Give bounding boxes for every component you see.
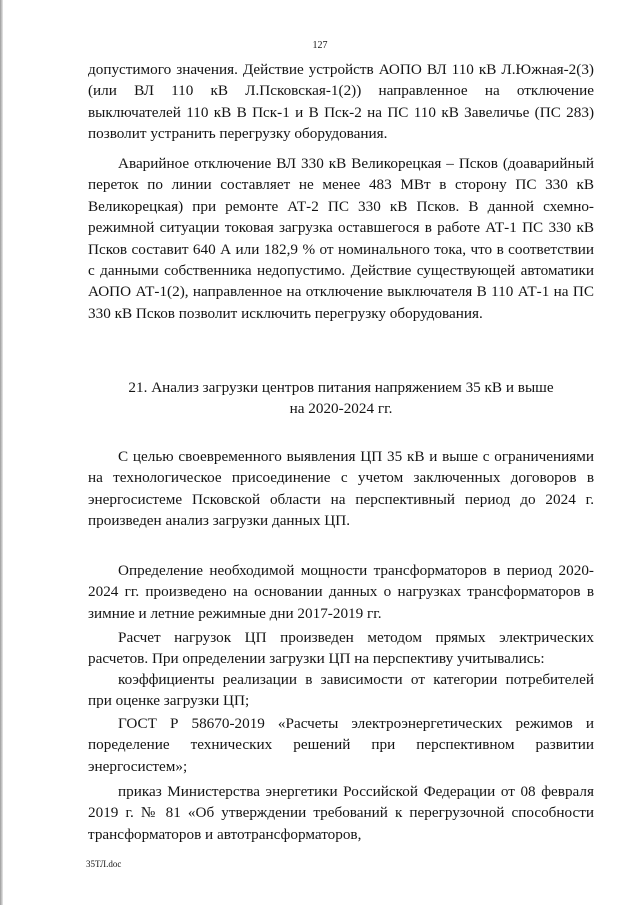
paragraph-5: Расчет нагрузок ЦП произведен методом прямых электрических расчетов. При определении загрузки ЦП на перспективу учитывались:: [88, 629, 594, 668]
section-heading-line-2: на 2020-2024 гг.: [289, 400, 393, 418]
page-number: 127: [312, 40, 328, 51]
list-item-order: приказ Министерства энергетики Российской Федерации от 08 февраля 2019 г. № 81 «Об утверждении требований к перегрузочной способности трансформаторов и автотрансформаторов,: [88, 783, 594, 843]
paragraph-2: Аварийное отключение ВЛ 330 кВ Великорецкая – Псков (доаварийный переток по линии составляет не менее 483 МВт в сторону ПС 330 кВ Великорецкая) при ремонте АТ-2 ПС 330 кВ Псков. В данной схемно-режимной ситуации токовая загрузка оставшегося в работе АТ-1 ПС 330 кВ Псков составит 640 А или 182,9 % от номинального тока, что в соответствии с данными собственника недопустимо. Действие существующей автоматики АОПО АТ-1(2), направленное на отключение выключателя В 110 АТ-1 на ПС 330 кВ Псков позволит исключить перегрузку оборудования.: [88, 155, 594, 322]
scan-edge-shadow: [0, 0, 3, 905]
list-item-gost: ГОСТ Р 58670-2019 «Расчеты электроэнергетических режимов и поределение технических решений при перспективном развитии энергосистем»;: [88, 715, 594, 775]
paragraph-4: Определение необходимой мощности трансформаторов в период 2020-2024 гг. произведено на основании данных о нагрузках трансформаторов в зимние и летние режимные дни 2017-2019 гг.: [88, 562, 594, 622]
section-heading: [88, 377, 594, 420]
paragraph-1: допустимого значения. Действие устройств АОПО ВЛ 110 кВ Л.Южная-2(3) (или ВЛ 110 кВ Л.Псковская-1(2)) направленное на отключение выключателей 110 кВ В Пск-1 и В Пск-2 на ПС 110 кВ Завеличье (ПС 283) позволит устранить перегрузку оборудования.: [88, 61, 594, 143]
footer-filename: 35ТЛ.doc: [86, 859, 122, 869]
paragraph-3: С целью своевременного выявления ЦП 35 кВ и выше с ограничениями на технологическое присоединение с учетом заключенных договоров в энергосистеме Псковской области на перспективный период до 2024 г. произведен анализ загрузки данных ЦП.: [88, 448, 594, 530]
section-heading-line-1: 21. Анализ загрузки центров питания напряжением 35 кВ и выше: [128, 379, 554, 396]
list-item-coefficients: коэффициенты реализации в зависимости от категории потребителей при оценке загрузки ЦП;: [88, 671, 594, 710]
